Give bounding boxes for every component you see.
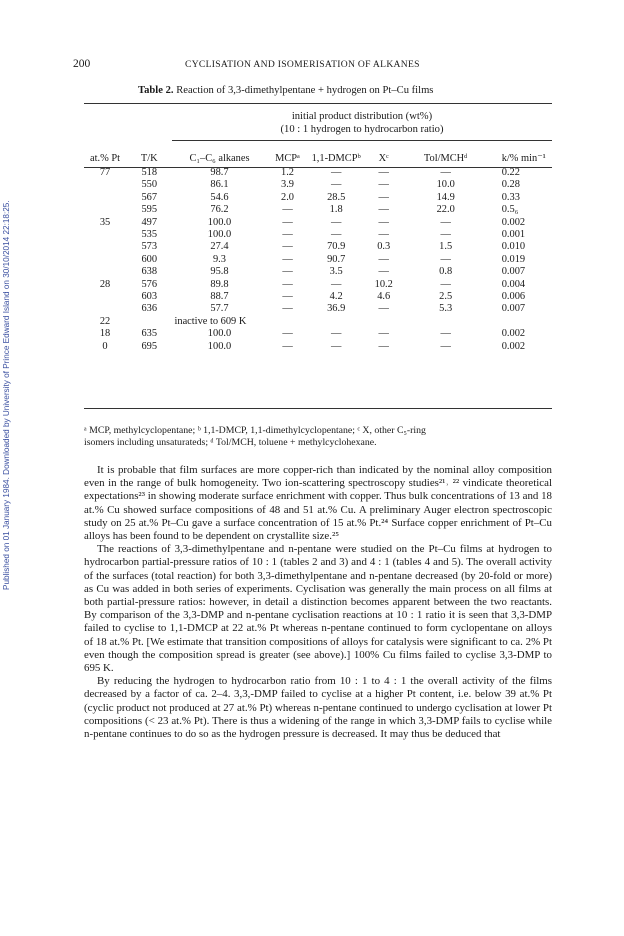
table-title — [138, 85, 433, 96]
cell-dmcp: 1.8 — [329, 204, 343, 216]
cell-dmcp: 36.9 — [327, 303, 346, 315]
cell-dmcp: 28.5 — [327, 191, 346, 203]
cell-x: — — [378, 340, 389, 352]
cell-mcp: — — [282, 303, 293, 315]
cell-alkanes: 54.6 — [210, 191, 229, 203]
cell-k: 0.5₆ — [501, 204, 519, 216]
col-header-k: k/% min⁻¹ — [501, 152, 546, 164]
col-header-mcp: MCPᵃ — [275, 152, 300, 164]
cell-temp: 595 — [141, 204, 158, 216]
cell-temp: 695 — [141, 340, 158, 352]
cell-pt — [84, 204, 126, 216]
cell-empty — [364, 316, 404, 328]
cell-x: — — [378, 179, 389, 191]
page-number: 200 — [73, 58, 91, 70]
cell-temp: 576 — [141, 278, 158, 290]
cell-pt — [84, 303, 126, 315]
cell-k: 0.002 — [501, 328, 526, 340]
cell-x: 0.3 — [377, 241, 391, 253]
cell-x: — — [378, 204, 389, 216]
col-header-dmcp: 1,1-DMCPᵇ — [311, 152, 361, 164]
cell-dmcp: — — [330, 340, 342, 352]
table-body — [84, 167, 552, 353]
cell-x: — — [378, 266, 389, 278]
cell-alkanes: 100.0 — [207, 340, 232, 352]
paragraph-1: It is probable that film surfaces are more copper-rich than indicated by the nominal alloy composition even in the range of bulk homogeneity. Two ion-scattering spectroscopy studies²¹˒ ²² vindicate theoretical expectations²³ in showing moderate surface enrichment with copper. Thus bulk concentrations of 13 and 18 at.% Cu showed surface compositions of 48 and 51 at.% Cu. A preliminary Auger electron spectroscopic study on 25 at.% Pt–Cu gave a surface concentration of 15 at.% Pt.²⁴ Surface copper enrichment of Pt–Cu alloys has been found to be dependent on crystallite size.²⁵ — [84, 464, 552, 543]
cell-tol-mch: — — [440, 278, 451, 290]
cell-temp: 638 — [141, 266, 158, 278]
cell-temp: 635 — [141, 328, 158, 340]
cell-tol-mch: — — [440, 340, 451, 352]
cell-x: — — [378, 253, 389, 265]
footnote-line2: isomers including unsaturateds; ᵈ Tol/MCH, toluene + methylcyclohexane. — [84, 437, 377, 449]
cell-tol-mch: 22.0 — [436, 204, 455, 216]
cell-k: 0.019 — [501, 253, 526, 265]
col-header-temp: T/K — [140, 152, 158, 164]
cell-tol-mch: — — [440, 328, 451, 340]
download-watermark-text: Published on 01 January 1984. Downloaded by University of Prince Edward Island on 30/10/2014 22:18:25. — [2, 200, 11, 590]
cell-dmcp: 70.9 — [327, 241, 346, 253]
cell-dmcp: — — [330, 328, 342, 340]
group-header-rule — [172, 140, 552, 141]
cell-dmcp: — — [330, 167, 342, 178]
cell-mcp: — — [282, 229, 293, 241]
cell-temp: 600 — [141, 253, 158, 265]
cell-k: 0.007 — [501, 303, 526, 315]
running-head: CYCLISATION AND ISOMERISATION OF ALKANES — [185, 59, 420, 70]
group-header-line2: (10 : 1 hydrogen to hydrocarbon ratio) — [280, 123, 444, 135]
table-row — [84, 266, 552, 278]
table-header-row — [84, 151, 552, 167]
paragraph-2: The reactions of 3,3-dimethylpentane and n-pentane were studied on the Pt–Cu films at hydrogen to hydrocarbon partial-pressure ratios of 10 : 1 (tables 2 and 3) and 4 : 1 (tables 4 and 5). The overall activity of the surfaces (total reaction) for both 3,3-dimethylpentane and n-pentane decreased (by 20-fold or more) as Cu was added in both series of experiments. Cyclisation was generally the main process on all films at both partial-pressure ratios: however, in detail a distinction becomes apparent between the two reactants. By comparison of the 3,3-DMP and n-pentane cyclisation reactions at 10 : 1 ratio it is seen that 3,3-DMP failed to cyclise to 1,1-DMCP at 22 at.% Pt whereas n-pentane continued to form cyclopentane on alloys of 18 at.% Pt. [We estimate that transition compositions of alloys for catalysis were significant to ca. 2% Pt even though the composition spread is greater (see above).] 100% Cu films failed to cyclise 3,3-DMP to 695 K. — [84, 543, 552, 675]
table-row — [84, 192, 552, 204]
cell-pt: 28 — [99, 278, 111, 290]
cell-tol-mch: — — [440, 229, 451, 241]
cell-temp: 497 — [141, 216, 158, 228]
cell-pt — [84, 241, 126, 253]
cell-x: — — [378, 216, 389, 228]
cell-k: 0.007 — [501, 266, 526, 278]
table-row — [84, 217, 552, 229]
cell-pt: 35 — [99, 216, 111, 228]
cell-mcp: 1.2 — [281, 167, 295, 178]
cell-tol-mch: — — [440, 167, 451, 178]
cell-mcp: 2.0 — [281, 191, 295, 203]
cell-alkanes: 98.7 — [210, 167, 229, 178]
cell-mcp: — — [282, 216, 293, 228]
cell-tol-mch: 1.5 — [439, 241, 453, 253]
col-header-alkanes: C₁–C₆ alkanes — [189, 152, 250, 164]
cell-dmcp: 3.5 — [329, 266, 343, 278]
cell-tol-mch: 5.3 — [439, 303, 453, 315]
table-row — [84, 341, 552, 353]
cell-empty — [404, 316, 488, 328]
cell-dmcp: — — [330, 179, 342, 191]
table-row — [84, 303, 552, 315]
cell-x: — — [378, 167, 389, 178]
cell-temp: 550 — [141, 179, 158, 191]
cell-k: 0.33 — [501, 191, 520, 203]
cell-x: — — [378, 191, 389, 203]
cell-alkanes: 100.0 — [207, 328, 232, 340]
table-caption: Reaction of 3,3-dimethylpentane + hydrogen on Pt–Cu films — [176, 85, 434, 96]
table-row — [84, 167, 552, 179]
cell-alkanes: 57.7 — [210, 303, 229, 315]
cell-alkanes: 86.1 — [210, 179, 229, 191]
cell-mcp: — — [282, 340, 293, 352]
cell-mcp: — — [282, 241, 293, 253]
table-label: Table 2. — [138, 85, 174, 96]
cell-tol-mch: — — [440, 216, 451, 228]
col-header-tol-mch: Tol/MCHᵈ — [423, 152, 468, 164]
cell-alkanes: 95.8 — [210, 266, 229, 278]
cell-mcp: — — [282, 291, 293, 303]
col-header-x: Xᶜ — [378, 152, 389, 164]
table-row — [84, 316, 552, 328]
table-top-rule — [84, 103, 552, 104]
group-header-line1: initial product distribution (wt%) — [291, 111, 433, 122]
table-row — [84, 254, 552, 266]
cell-k: 0.006 — [501, 291, 526, 303]
cell-tol-mch: 14.9 — [436, 191, 455, 203]
cell-x: — — [378, 328, 389, 340]
cell-pt: 22 — [99, 315, 111, 327]
cell-dmcp: — — [330, 229, 342, 241]
cell-alkanes: 9.3 — [212, 253, 226, 265]
cell-temp: 567 — [141, 191, 158, 203]
cell-k: 0.28 — [501, 179, 520, 191]
cell-alkanes: 100.0 — [207, 229, 232, 241]
table-group-header — [172, 111, 552, 136]
cell-mcp: — — [282, 266, 293, 278]
cell-k: 0.010 — [501, 241, 526, 253]
cell-pt — [84, 179, 126, 191]
cell-x: — — [378, 229, 389, 241]
cell-dmcp: 4.2 — [329, 291, 343, 303]
cell-x: 10.2 — [374, 278, 393, 290]
body-text — [84, 464, 552, 741]
cell-dmcp: 90.7 — [327, 253, 346, 265]
cell-alkanes: 76.2 — [210, 204, 229, 216]
footnote-line1: ᵃ MCP, methylcyclopentane; ᵇ 1,1-DMCP, 1,1-dimethylcyclopentane; ᶜ X, other C₅-ring — [84, 425, 426, 436]
table-row — [84, 241, 552, 253]
cell-pt — [84, 254, 126, 266]
cell-x: — — [378, 303, 389, 315]
cell-inactive-note: inactive to 609 K — [174, 315, 247, 327]
cell-k: 0.004 — [501, 278, 526, 290]
table-row — [84, 279, 552, 291]
cell-alkanes: 100.0 — [207, 216, 232, 228]
cell-k: 0.002 — [501, 340, 526, 352]
table-row — [84, 179, 552, 191]
cell-temp: 573 — [141, 241, 158, 253]
cell-pt — [84, 266, 126, 278]
cell-k: 0.001 — [501, 229, 526, 241]
cell-dmcp: — — [330, 278, 342, 290]
cell-mcp: 3.9 — [281, 179, 295, 191]
cell-tol-mch: 2.5 — [439, 291, 453, 303]
cell-pt: 18 — [99, 328, 111, 340]
table-bottom-rule — [84, 408, 552, 409]
cell-pt — [84, 192, 126, 204]
cell-pt — [84, 291, 126, 303]
download-watermark — [2, 200, 22, 590]
table-row — [84, 291, 552, 303]
cell-temp — [126, 316, 172, 328]
cell-empty — [488, 316, 552, 328]
table-header-rule — [84, 167, 552, 168]
cell-mcp: — — [282, 204, 293, 216]
cell-alkanes: 89.8 — [210, 278, 229, 290]
table-row — [84, 229, 552, 241]
cell-mcp: — — [282, 253, 293, 265]
cell-pt — [84, 229, 126, 241]
cell-pt: 77 — [99, 167, 111, 178]
cell-tol-mch: 0.8 — [439, 266, 453, 278]
cell-k: 0.22 — [501, 167, 520, 178]
table-row — [84, 204, 552, 216]
table-footnote — [84, 425, 552, 450]
cell-alkanes: 88.7 — [210, 291, 229, 303]
paragraph-3: By reducing the hydrogen to hydrocarbon ratio from 10 : 1 to 4 : 1 the overall activity of the films decreased by a factor of ca. 2–4. 3,3,-DMP failed to cyclise at a higher Pt content, i.e. below 39 at.% Pt (cyclic product not produced at 27 at.% Pt) whereas n-pentane continued to undergo cyclisation at lower Pt compositions (< 23 at.% Pt). There is thus a widening of the range in which 3,3-DMP fails to cyclise while n-pentane continues to do so as the hydrogen pressure is decreased. It may thus be deduced that — [84, 675, 552, 741]
cell-alkanes: 27.4 — [210, 241, 229, 253]
cell-temp: 636 — [141, 303, 158, 315]
data-table — [84, 151, 552, 353]
cell-temp: 535 — [141, 229, 158, 241]
col-header-pt: at.% Pt — [90, 152, 121, 164]
cell-k: 0.002 — [501, 216, 526, 228]
cell-dmcp: — — [330, 216, 342, 228]
cell-temp: 603 — [141, 291, 158, 303]
cell-mcp: — — [282, 278, 293, 290]
cell-pt: 0 — [102, 340, 108, 352]
cell-mcp: — — [282, 328, 293, 340]
cell-temp: 518 — [141, 167, 158, 178]
cell-tol-mch: — — [440, 253, 451, 265]
table-row — [84, 328, 552, 340]
cell-tol-mch: 10.0 — [436, 179, 455, 191]
cell-x: 4.6 — [377, 291, 391, 303]
